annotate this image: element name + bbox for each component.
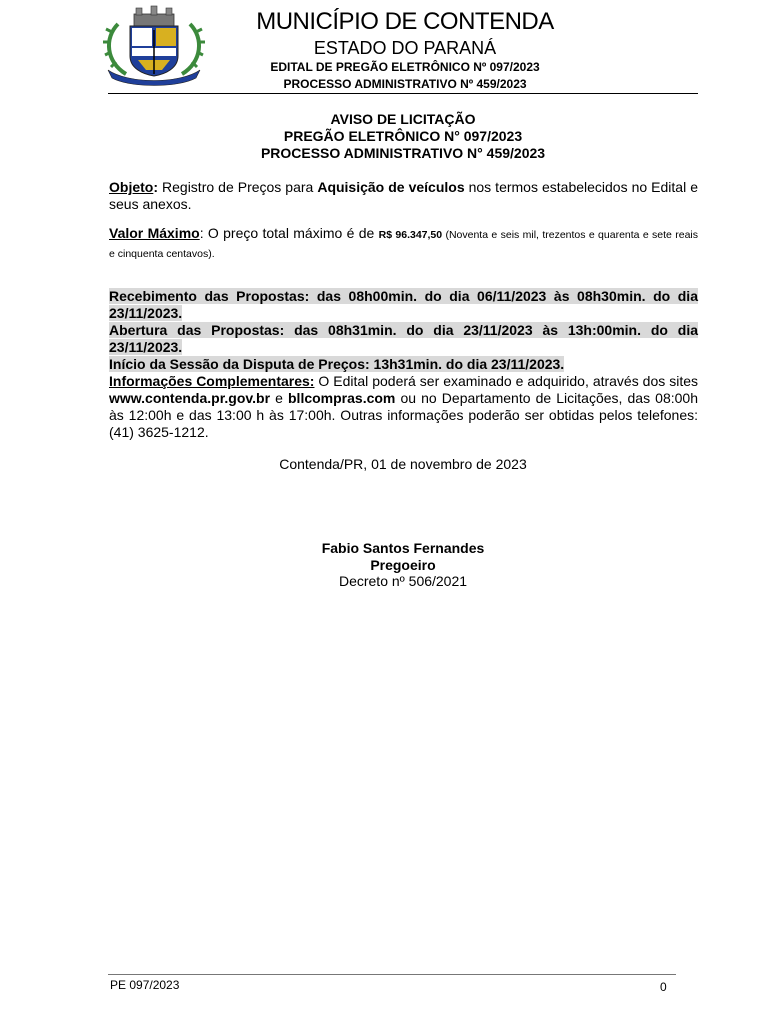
objeto-highlight: Aquisição de veículos: [317, 179, 465, 195]
header-edital: EDITAL DE PREGÃO ELETRÔNICO Nº 097/2023: [270, 60, 540, 74]
info-text1: O Edital poderá ser examinado e adquirido, através dos sites: [314, 373, 698, 389]
info-label: Informações Complementares:: [109, 373, 315, 389]
valor-words: (Noventa e seis mil, trezentos e quarenta e sete reais e cinquenta centavos).: [109, 229, 699, 260]
info-text2: ou no Departamento de Licitações, das 08:00h às 12:00h e das 13:00 h às 17:00h. Outras informações poderão ser obtidas pelos telefones: (41) 3625-1212.: [109, 390, 698, 440]
info-and: e: [270, 390, 288, 406]
objeto-text-after: nos termos estabelecidos no Edital e seus anexos.: [109, 179, 698, 212]
signature-decree: Decreto nº 506/2021: [338, 573, 468, 589]
valor-label: Valor Máximo: [109, 225, 200, 241]
signature-name: Fabio Santos Fernandes: [321, 540, 485, 556]
footer-reference: PE 097/2023: [110, 978, 180, 992]
footer-divider: [108, 974, 676, 975]
valor-paragraph: [109, 225, 698, 263]
schedule-block: [109, 288, 698, 441]
notice-pregao: PREGÃO ELETRÔNICO N° 097/2023: [283, 128, 523, 144]
header-divider: [108, 93, 698, 94]
schedule-recebimento: Recebimento das Propostas: das 08h00min. do dia 06/11/2023 às 08h30min. do dia 23/11/2023.: [109, 288, 698, 321]
objeto-paragraph: [109, 179, 698, 213]
info-site2: bllcompras.com: [288, 390, 396, 406]
coat-of-arms: [98, 4, 210, 86]
info-site1: www.contenda.pr.gov.br: [109, 390, 271, 406]
municipality-name: MUNICÍPIO DE CONTENDA: [256, 8, 554, 35]
schedule-inicio: Início da Sessão da Disputa de Preços: 13h31min. do dia 23/11/2023.: [109, 356, 565, 372]
coat-of-arms-icon: [98, 4, 210, 86]
objeto-label: Objeto: [109, 179, 154, 195]
signature-role: Pregoeiro: [370, 557, 436, 573]
objeto-colon: :: [153, 179, 159, 195]
valor-amount: R$ 96.347,50: [378, 229, 443, 241]
notice-title: AVISO DE LICITAÇÃO: [330, 111, 476, 127]
info-paragraph: [109, 373, 698, 440]
notice-titles: [108, 111, 698, 162]
schedule-abertura: Abertura das Propostas: das 08h31min. do dia 23/11/2023 às 13h:00min. do dia 23/11/2023.: [109, 322, 698, 355]
valor-text: : O preço total máximo é de: [199, 225, 379, 241]
header-processo: PROCESSO ADMINISTRATIVO Nº 459/2023: [283, 77, 527, 91]
objeto-text-before: Registro de Preços para: [158, 179, 318, 195]
place-date: Contenda/PR, 01 de novembro de 2023: [279, 456, 527, 472]
state-name: ESTADO DO PARANÁ: [313, 38, 497, 58]
notice-processo: PROCESSO ADMINISTRATIVO N° 459/2023: [260, 145, 546, 161]
footer-page-number: 0: [660, 980, 667, 994]
